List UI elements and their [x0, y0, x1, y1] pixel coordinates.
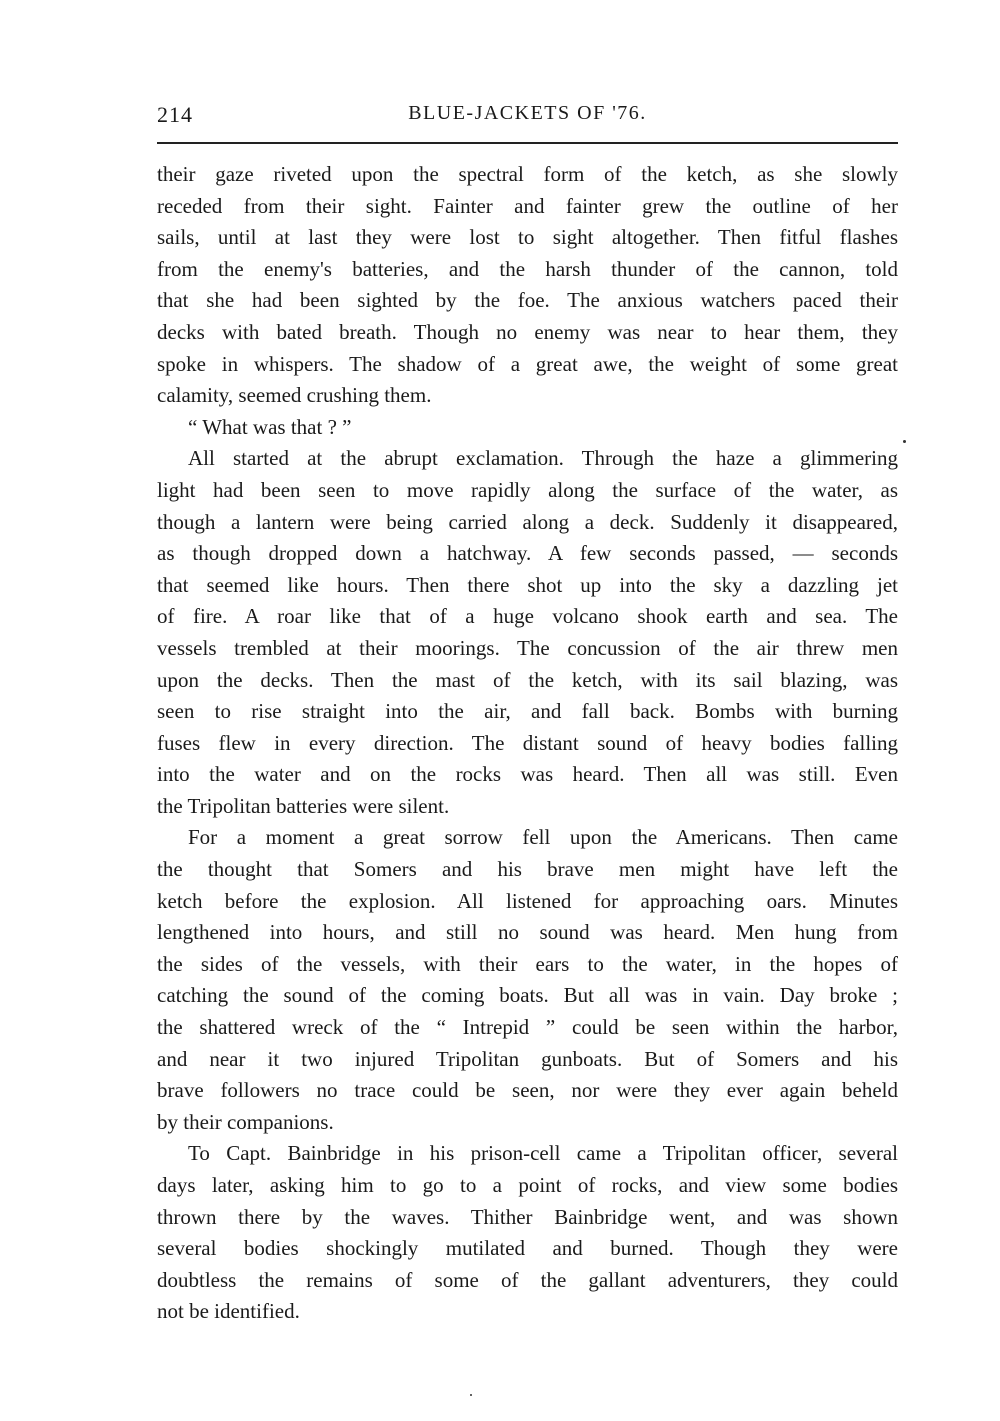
text-line: ketch before the explosion. All listened for approaching oars. Minutes [157, 888, 898, 913]
text-line: into the water and on the rocks was heard. Then all was still. Even [157, 762, 898, 787]
text-line: brave followers no trace could be seen, nor were they ever again beheld [157, 1078, 898, 1103]
header-rule [157, 142, 898, 144]
text-line: from the enemy's batteries, and the harsh thunder of the cannon, told [157, 256, 898, 281]
text-line: light had been seen to move rapidly along the surface of the water, as [157, 477, 898, 502]
text-line: as though dropped down a hatchway. A few seconds passed, — seconds [157, 541, 898, 566]
text-line: of fire. A roar like that of a huge volcano shook earth and sea. The [157, 604, 898, 629]
print-speck [903, 440, 906, 443]
page-number: 214 [157, 102, 193, 127]
text-line: fuses flew in every direction. The distant sound of heavy bodies falling [157, 730, 898, 755]
text-line: spoke in whispers. The shadow of a great awe, the weight of some great [157, 351, 898, 376]
text-line: calamity, seemed crushing them. [157, 383, 432, 408]
paragraph-first-line: To Capt. Bainbridge in his prison-cell came a Tripolitan officer, several [188, 1141, 898, 1166]
body-text [157, 159, 898, 1328]
paragraph-first-line: All started at the abrupt exclamation. Through the haze a glimmering [188, 446, 898, 471]
text-line: several bodies shockingly mutilated and burned. Though they were [157, 1236, 898, 1261]
text-line: lengthened into hours, and still no sound was heard. Men hung from [157, 920, 898, 945]
text-line: the sides of the vessels, with their ears to the water, in the hopes of [157, 951, 898, 976]
text-line: seen to rise straight into the air, and fall back. Bombs with burning [157, 699, 898, 724]
running-title: BLUE-JACKETS OF '76. [408, 102, 647, 124]
dialogue-line: “ What was that ? ” [188, 414, 352, 439]
text-line: the shattered wreck of the “ Intrepid ” could be seen within the harbor, [157, 1015, 898, 1040]
text-line: doubtless the remains of some of the gallant adventurers, they could [157, 1267, 898, 1292]
text-line: that seemed like hours. Then there shot up into the sky a dazzling jet [157, 572, 898, 597]
text-line: days later, asking him to go to a point of rocks, and view some bodies [157, 1173, 898, 1197]
text-line: the thought that Somers and his brave men might have left the [157, 857, 898, 882]
text-line: upon the decks. Then the mast of the ketch, with its sail blazing, was [157, 667, 898, 692]
text-line: receded from their sight. Fainter and fainter grew the outline of her [157, 193, 898, 218]
text-line: by their companions. [157, 1109, 334, 1134]
text-line: the Tripolitan batteries were silent. [157, 793, 450, 818]
running-head [157, 98, 898, 132]
text-line: thrown there by the waves. Thither Bainbridge went, and was shown [157, 1204, 898, 1229]
print-speck [470, 1394, 472, 1396]
text-line: catching the sound of the coming boats. But all was in vain. Day broke ; [157, 983, 898, 1008]
text-line: and near it two injured Tripolitan gunboats. But of Somers and his [157, 1046, 898, 1071]
text-line: not be identified. [157, 1299, 300, 1324]
text-line: vessels trembled at their moorings. The concussion of the air threw men [157, 635, 898, 660]
text-line: their gaze riveted upon the spectral form of the ketch, as she slowly [157, 162, 898, 186]
text-line: that she had been sighted by the foe. The anxious watchers paced their [157, 288, 898, 313]
text-line: sails, until at last they were lost to sight altogether. Then fitful flashes [157, 225, 898, 250]
paragraph-first-line: For a moment a great sorrow fell upon the Americans. Then came [188, 825, 898, 850]
text-line: decks with bated breath. Though no enemy was near to hear them, they [157, 319, 898, 344]
text-line: though a lantern were being carried along a deck. Suddenly it disappeared, [157, 509, 898, 534]
